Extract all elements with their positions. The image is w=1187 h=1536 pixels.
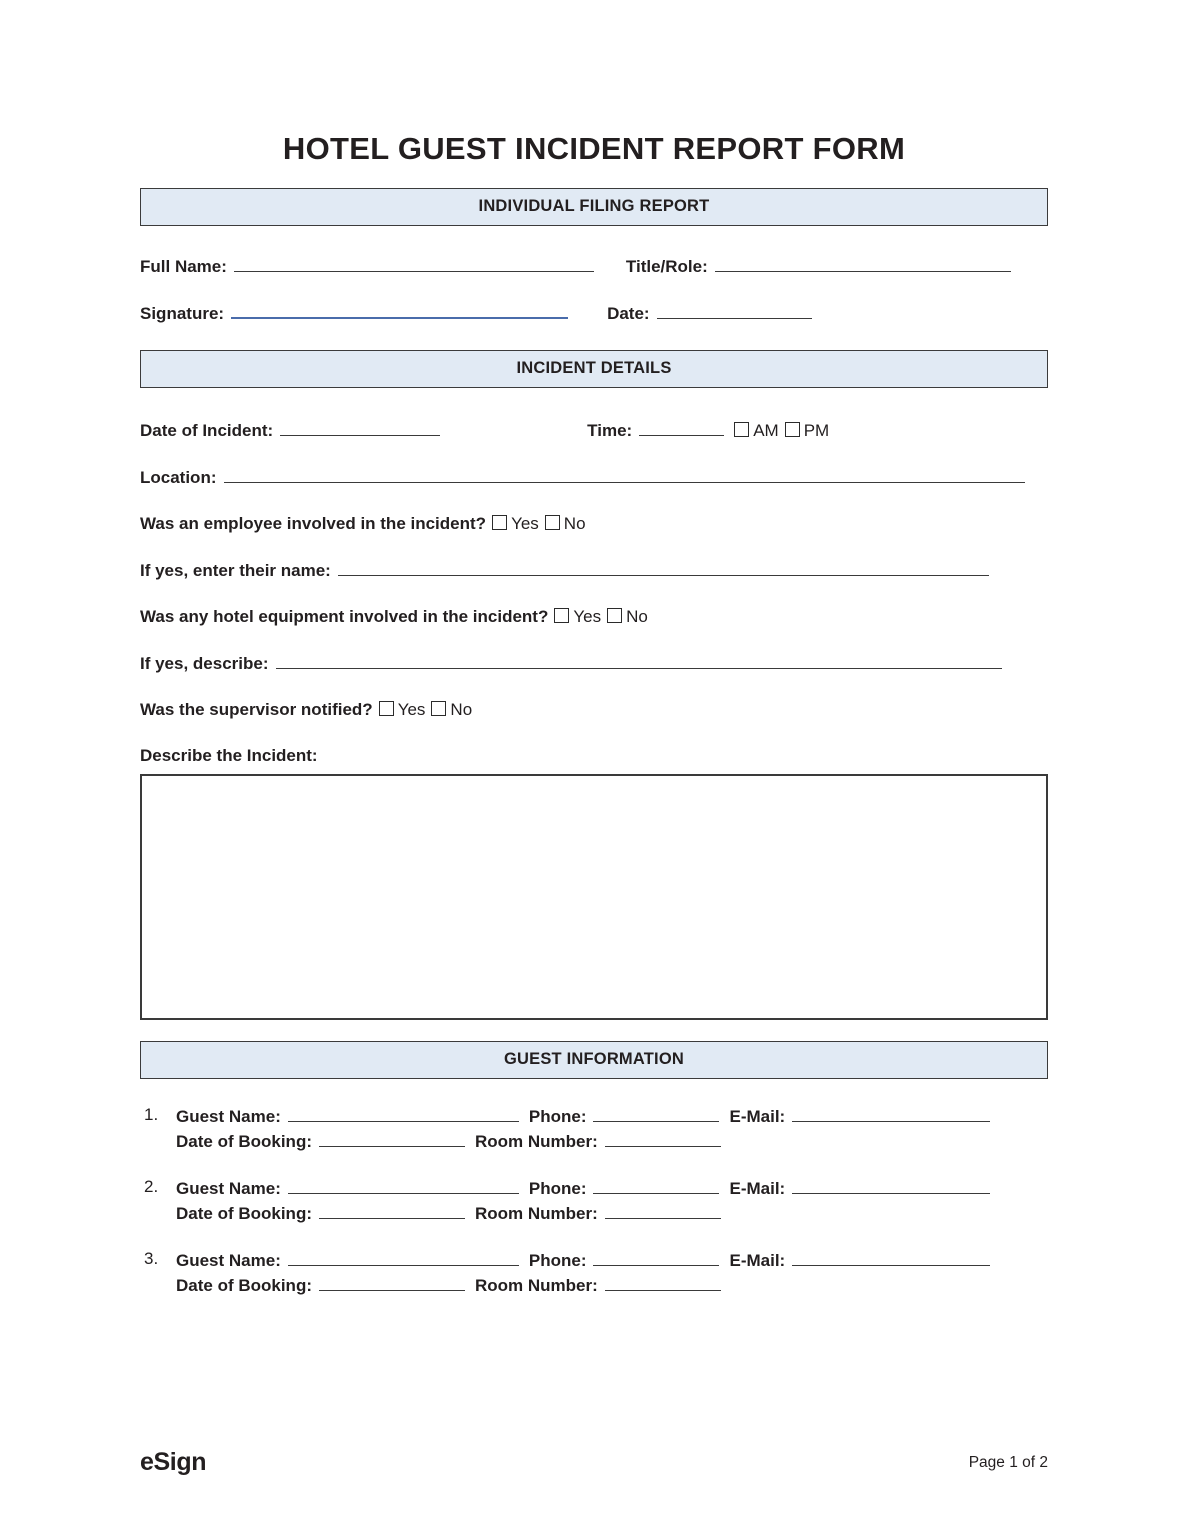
date-of-booking-input[interactable] xyxy=(319,1274,465,1291)
employee-name-label: If yes, enter their name: xyxy=(140,561,331,580)
list-item xyxy=(140,1249,1048,1296)
employee-involved-question: Was an employee involved in the incident? xyxy=(140,514,487,533)
guest-name-label: Guest Name: xyxy=(176,1179,281,1198)
location-input[interactable] xyxy=(224,466,1025,483)
guest-line-primary xyxy=(176,1249,1048,1271)
employee-name-input[interactable] xyxy=(338,559,989,576)
phone-label: Phone: xyxy=(528,1179,587,1198)
date-of-booking-label: Date of Booking: xyxy=(176,1132,312,1151)
full-name-input[interactable] xyxy=(234,255,594,272)
date-of-booking-input[interactable] xyxy=(319,1130,465,1147)
phone-input[interactable] xyxy=(593,1105,719,1122)
esign-logo: eSign xyxy=(140,1448,207,1476)
section-header-guest-information: GUEST INFORMATION xyxy=(140,1041,1048,1079)
full-name-label: Full Name: xyxy=(140,257,227,276)
phone-input[interactable] xyxy=(593,1177,719,1194)
section-header-individual-filing-report: INDIVIDUAL FILING REPORT xyxy=(140,188,1048,226)
equipment-describe-input[interactable] xyxy=(276,652,1002,669)
phone-input[interactable] xyxy=(593,1249,719,1266)
describe-incident-textarea[interactable] xyxy=(140,774,1048,1020)
guest-line-primary xyxy=(176,1177,1048,1199)
supervisor-notified-question: Was the supervisor notified? xyxy=(140,700,373,719)
email-input[interactable] xyxy=(792,1105,990,1122)
room-number-label: Room Number: xyxy=(475,1204,598,1223)
checkbox-equipment-involved-yes[interactable] xyxy=(554,608,569,623)
email-input[interactable] xyxy=(792,1177,990,1194)
guest-name-input[interactable] xyxy=(288,1105,519,1122)
email-label: E-Mail: xyxy=(729,1179,786,1198)
checkbox-employee-involved-no[interactable] xyxy=(545,515,560,530)
guest-line-secondary xyxy=(176,1274,1048,1296)
row-full-name-title-role xyxy=(140,255,1048,277)
row-equipment-involved xyxy=(140,607,1048,627)
phone-label: Phone: xyxy=(528,1107,587,1126)
title-role-input[interactable] xyxy=(715,255,1011,272)
room-number-label: Room Number: xyxy=(475,1132,598,1151)
row-describe-incident-label xyxy=(140,746,1048,766)
equipment-describe-label: If yes, describe: xyxy=(140,654,269,673)
signature-input[interactable] xyxy=(231,301,568,319)
document-content xyxy=(140,0,1048,1296)
checkbox-equipment-involved-no[interactable] xyxy=(607,608,622,623)
room-number-input[interactable] xyxy=(605,1202,721,1219)
supervisor-notified-yes-label: Yes xyxy=(397,700,426,719)
guest-entry-fields xyxy=(176,1177,1048,1224)
row-employee-involved xyxy=(140,514,1048,534)
list-item xyxy=(140,1177,1048,1224)
date-of-incident-label: Date of Incident: xyxy=(140,421,274,440)
signature-label: Signature: xyxy=(140,304,225,323)
list-item xyxy=(140,1105,1048,1152)
guest-name-label: Guest Name: xyxy=(176,1107,281,1126)
title-role-label: Title/Role: xyxy=(625,257,708,276)
supervisor-notified-no-label: No xyxy=(450,700,473,719)
pm-label: PM xyxy=(803,421,830,440)
employee-involved-no-label: No xyxy=(563,514,586,533)
guest-line-secondary xyxy=(176,1130,1048,1152)
phone-label: Phone: xyxy=(528,1251,587,1270)
row-supervisor-notified xyxy=(140,700,1048,720)
date-of-incident-input[interactable] xyxy=(280,419,440,436)
date-label: Date: xyxy=(607,304,650,323)
date-of-booking-label: Date of Booking: xyxy=(176,1276,312,1295)
checkbox-employee-involved-yes[interactable] xyxy=(492,515,507,530)
email-label: E-Mail: xyxy=(729,1107,786,1126)
checkbox-supervisor-notified-no[interactable] xyxy=(431,701,446,716)
room-number-input[interactable] xyxy=(605,1274,721,1291)
guest-entry-fields xyxy=(176,1249,1048,1296)
describe-incident-label: Describe the Incident: xyxy=(140,746,318,765)
checkbox-supervisor-notified-yes[interactable] xyxy=(379,701,394,716)
time-label: Time: xyxy=(587,421,633,440)
email-label: E-Mail: xyxy=(729,1251,786,1270)
employee-involved-yes-label: Yes xyxy=(511,514,539,533)
equipment-involved-question: Was any hotel equipment involved in the incident? xyxy=(140,607,549,626)
row-employee-name xyxy=(140,559,1048,581)
checkbox-am[interactable] xyxy=(734,422,749,437)
time-input[interactable] xyxy=(639,419,724,436)
am-label: AM xyxy=(753,421,779,440)
room-number-label: Room Number: xyxy=(475,1276,598,1295)
date-input[interactable] xyxy=(657,302,812,319)
row-equipment-describe xyxy=(140,652,1048,674)
equipment-involved-no-label: No xyxy=(626,607,648,626)
page-indicator: Page 1 of 2 xyxy=(968,1453,1048,1471)
checkbox-pm[interactable] xyxy=(785,422,800,437)
guest-entry-number: 3. xyxy=(144,1249,159,1268)
equipment-involved-yes-label: Yes xyxy=(573,607,602,626)
page-footer xyxy=(140,1448,1048,1477)
guest-entry-number: 2. xyxy=(144,1177,159,1196)
row-date-of-incident-time xyxy=(140,419,1048,441)
row-signature-date xyxy=(140,301,1048,324)
guest-name-input[interactable] xyxy=(288,1249,519,1266)
guest-name-label: Guest Name: xyxy=(176,1251,281,1270)
guest-name-input[interactable] xyxy=(288,1177,519,1194)
location-label: Location: xyxy=(140,468,217,487)
page-title: HOTEL GUEST INCIDENT REPORT FORM xyxy=(282,131,906,166)
guest-entry-fields xyxy=(176,1105,1048,1152)
email-input[interactable] xyxy=(792,1249,990,1266)
section-header-incident-details: INCIDENT DETAILS xyxy=(140,350,1048,388)
guest-line-secondary xyxy=(176,1202,1048,1224)
date-of-booking-input[interactable] xyxy=(319,1202,465,1219)
date-of-booking-label: Date of Booking: xyxy=(176,1204,312,1223)
row-location xyxy=(140,466,1048,488)
guest-entry-number: 1. xyxy=(144,1105,159,1124)
guest-line-primary xyxy=(176,1105,1048,1127)
room-number-input[interactable] xyxy=(605,1130,721,1147)
